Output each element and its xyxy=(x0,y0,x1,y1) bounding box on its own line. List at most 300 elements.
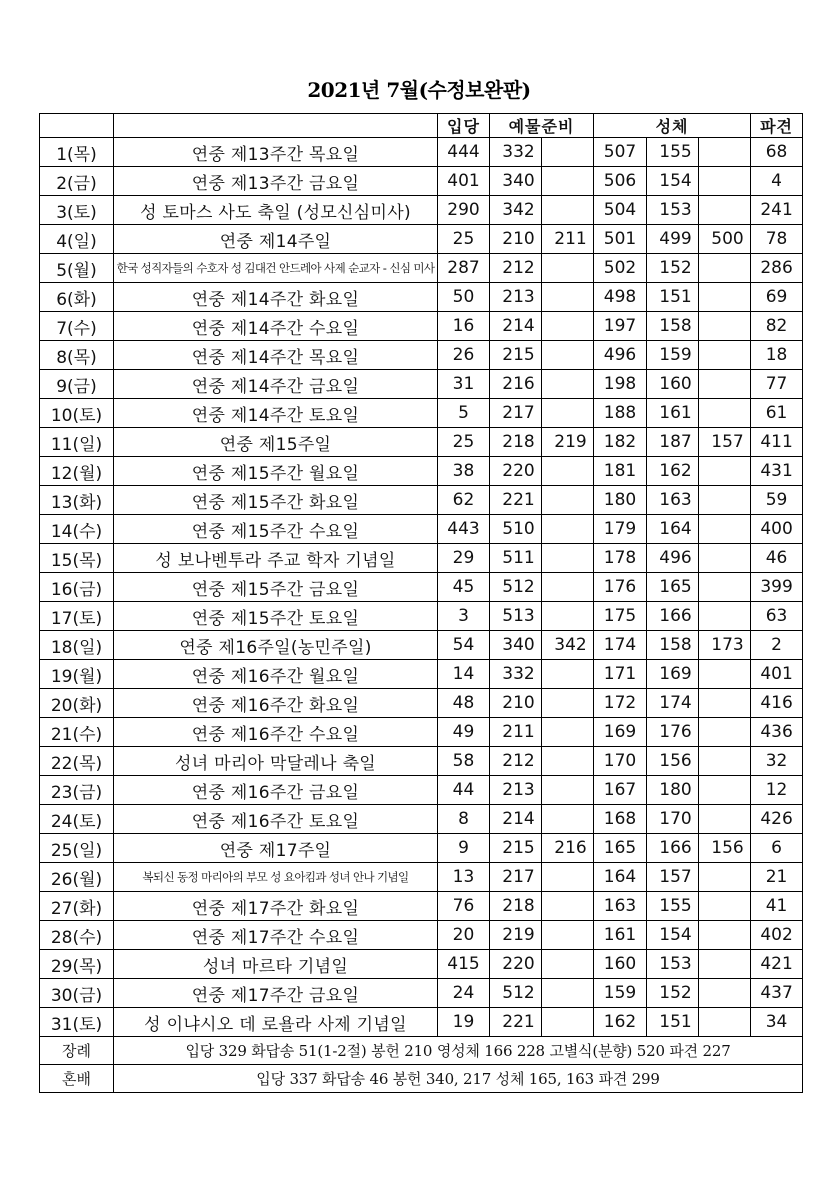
dismissal-hymn-cell: 399 xyxy=(751,573,803,602)
communion-hymn-2-cell: 176 xyxy=(647,718,699,747)
communion-hymn-1-cell: 197 xyxy=(594,312,647,341)
entrance-hymn-cell: 443 xyxy=(438,515,490,544)
communion-hymn-3-cell xyxy=(699,950,751,979)
offertory-hymn-2-cell xyxy=(542,747,594,776)
date-cell: 20(화) xyxy=(40,689,114,718)
entrance-hymn-cell: 287 xyxy=(438,254,490,283)
offertory-hymn-2-cell xyxy=(542,776,594,805)
offertory-hymn-2-cell xyxy=(542,167,594,196)
date-cell: 18(일) xyxy=(40,631,114,660)
offertory-hymn-1-cell: 221 xyxy=(490,486,542,515)
date-cell: 29(목) xyxy=(40,950,114,979)
special-mass-label: 장례 xyxy=(40,1037,114,1065)
dismissal-hymn-cell: 82 xyxy=(751,312,803,341)
liturgy-name-cell: 연중 제15주간 화요일 xyxy=(114,486,438,515)
entrance-hymn-cell: 290 xyxy=(438,196,490,225)
table-row xyxy=(40,631,803,660)
communion-hymn-3-cell xyxy=(699,486,751,515)
date-cell: 27(화) xyxy=(40,892,114,921)
communion-hymn-3-cell xyxy=(699,1008,751,1037)
page-title: 2021년 7월(수정보완판) xyxy=(307,78,531,102)
offertory-hymn-2-cell xyxy=(542,312,594,341)
communion-hymn-1-cell: 161 xyxy=(594,921,647,950)
communion-hymn-3-cell xyxy=(699,283,751,312)
date-cell: 3(토) xyxy=(40,196,114,225)
date-cell: 26(월) xyxy=(40,863,114,892)
table-row xyxy=(40,892,803,921)
table-row xyxy=(40,921,803,950)
dismissal-hymn-cell: 286 xyxy=(751,254,803,283)
communion-hymn-1-cell: 162 xyxy=(594,1008,647,1037)
table-row xyxy=(40,196,803,225)
date-cell: 17(토) xyxy=(40,602,114,631)
communion-hymn-1-cell: 171 xyxy=(594,660,647,689)
communion-hymn-1-cell: 504 xyxy=(594,196,647,225)
date-cell: 4(일) xyxy=(40,225,114,254)
table-row xyxy=(40,602,803,631)
communion-hymn-3-cell: 500 xyxy=(699,225,751,254)
offertory-hymn-2-cell xyxy=(542,399,594,428)
date-cell: 7(수) xyxy=(40,312,114,341)
date-cell: 15(목) xyxy=(40,544,114,573)
table-row xyxy=(40,370,803,399)
communion-hymn-2-cell: 164 xyxy=(647,515,699,544)
communion-hymn-2-cell: 152 xyxy=(647,979,699,1008)
date-cell: 31(토) xyxy=(40,1008,114,1037)
dismissal-hymn-cell: 21 xyxy=(751,863,803,892)
dismissal-hymn-cell: 401 xyxy=(751,660,803,689)
entrance-hymn-cell: 25 xyxy=(438,225,490,254)
offertory-hymn-2-cell xyxy=(542,718,594,747)
dismissal-hymn-cell: 431 xyxy=(751,457,803,486)
header-communion: 성체 xyxy=(594,114,751,138)
communion-hymn-2-cell: 163 xyxy=(647,486,699,515)
date-cell: 24(토) xyxy=(40,805,114,834)
offertory-hymn-1-cell: 210 xyxy=(490,689,542,718)
offertory-hymn-2-cell: 342 xyxy=(542,631,594,660)
offertory-hymn-2-cell: 216 xyxy=(542,834,594,863)
offertory-hymn-2-cell xyxy=(542,602,594,631)
liturgy-name-cell: 연중 제14주간 금요일 xyxy=(114,370,438,399)
entrance-hymn-cell: 16 xyxy=(438,312,490,341)
communion-hymn-1-cell: 178 xyxy=(594,544,647,573)
communion-hymn-2-cell: 161 xyxy=(647,399,699,428)
offertory-hymn-2-cell xyxy=(542,370,594,399)
date-cell: 8(목) xyxy=(40,341,114,370)
offertory-hymn-1-cell: 513 xyxy=(490,602,542,631)
offertory-hymn-1-cell: 221 xyxy=(490,1008,542,1037)
entrance-hymn-cell: 13 xyxy=(438,863,490,892)
entrance-hymn-cell: 45 xyxy=(438,573,490,602)
communion-hymn-1-cell: 163 xyxy=(594,892,647,921)
table-row xyxy=(40,660,803,689)
date-cell: 2(금) xyxy=(40,167,114,196)
offertory-hymn-2-cell xyxy=(542,254,594,283)
dismissal-hymn-cell: 32 xyxy=(751,747,803,776)
dismissal-hymn-cell: 241 xyxy=(751,196,803,225)
communion-hymn-3-cell xyxy=(699,399,751,428)
dismissal-hymn-cell: 400 xyxy=(751,515,803,544)
dismissal-hymn-cell: 411 xyxy=(751,428,803,457)
offertory-hymn-2-cell xyxy=(542,979,594,1008)
entrance-hymn-cell: 25 xyxy=(438,428,490,457)
offertory-hymn-2-cell xyxy=(542,544,594,573)
offertory-hymn-1-cell: 342 xyxy=(490,196,542,225)
communion-hymn-3-cell xyxy=(699,370,751,399)
communion-hymn-2-cell: 180 xyxy=(647,776,699,805)
communion-hymn-3-cell xyxy=(699,341,751,370)
communion-hymn-3-cell xyxy=(699,689,751,718)
communion-hymn-1-cell: 164 xyxy=(594,863,647,892)
offertory-hymn-2-cell xyxy=(542,660,594,689)
offertory-hymn-1-cell: 510 xyxy=(490,515,542,544)
table-row xyxy=(40,776,803,805)
special-mass-hymns: 입당 329 화답송 51(1-2절) 봉헌 210 영성체 166 228 고별식(분향) 520 파견 227 xyxy=(114,1037,803,1065)
communion-hymn-2-cell: 158 xyxy=(647,631,699,660)
communion-hymn-1-cell: 501 xyxy=(594,225,647,254)
date-cell: 22(목) xyxy=(40,747,114,776)
dismissal-hymn-cell: 41 xyxy=(751,892,803,921)
communion-hymn-3-cell xyxy=(699,776,751,805)
communion-hymn-3-cell xyxy=(699,515,751,544)
table-row xyxy=(40,573,803,602)
offertory-hymn-1-cell: 332 xyxy=(490,660,542,689)
date-cell: 10(토) xyxy=(40,399,114,428)
communion-hymn-2-cell: 151 xyxy=(647,283,699,312)
communion-hymn-1-cell: 170 xyxy=(594,747,647,776)
offertory-hymn-1-cell: 218 xyxy=(490,428,542,457)
liturgy-name-cell: 성 이냐시오 데 로욜라 사제 기념일 xyxy=(114,1008,438,1037)
dismissal-hymn-cell: 416 xyxy=(751,689,803,718)
header-entrance: 입당 xyxy=(438,114,490,138)
communion-hymn-3-cell xyxy=(699,167,751,196)
table-row xyxy=(40,544,803,573)
communion-hymn-3-cell xyxy=(699,805,751,834)
communion-hymn-2-cell: 158 xyxy=(647,312,699,341)
offertory-hymn-2-cell xyxy=(542,457,594,486)
dismissal-hymn-cell: 4 xyxy=(751,167,803,196)
table-row xyxy=(40,486,803,515)
table-row xyxy=(40,805,803,834)
offertory-hymn-2-cell xyxy=(542,863,594,892)
communion-hymn-2-cell: 153 xyxy=(647,950,699,979)
communion-hymn-1-cell: 165 xyxy=(594,834,647,863)
liturgy-name-cell: 연중 제13주간 금요일 xyxy=(114,167,438,196)
communion-hymn-1-cell: 168 xyxy=(594,805,647,834)
liturgy-name-cell: 연중 제17주간 금요일 xyxy=(114,979,438,1008)
liturgy-name-cell: 연중 제14주일 xyxy=(114,225,438,254)
table-row xyxy=(40,167,803,196)
date-cell: 13(화) xyxy=(40,486,114,515)
communion-hymn-1-cell: 188 xyxy=(594,399,647,428)
offertory-hymn-2-cell xyxy=(542,486,594,515)
table-row xyxy=(40,399,803,428)
communion-hymn-3-cell xyxy=(699,573,751,602)
communion-hymn-2-cell: 153 xyxy=(647,196,699,225)
entrance-hymn-cell: 58 xyxy=(438,747,490,776)
table-row xyxy=(40,689,803,718)
table-row xyxy=(40,312,803,341)
header-name xyxy=(114,114,438,138)
communion-hymn-2-cell: 496 xyxy=(647,544,699,573)
liturgy-name-cell: 연중 제16주간 화요일 xyxy=(114,689,438,718)
offertory-hymn-1-cell: 216 xyxy=(490,370,542,399)
offertory-hymn-1-cell: 220 xyxy=(490,950,542,979)
liturgy-name-cell: 연중 제14주간 토요일 xyxy=(114,399,438,428)
liturgy-name-cell: 연중 제15주간 월요일 xyxy=(114,457,438,486)
offertory-hymn-1-cell: 217 xyxy=(490,863,542,892)
date-cell: 11(일) xyxy=(40,428,114,457)
table-row xyxy=(40,747,803,776)
communion-hymn-1-cell: 176 xyxy=(594,573,647,602)
liturgy-name-cell: 연중 제17주간 화요일 xyxy=(114,892,438,921)
offertory-hymn-1-cell: 212 xyxy=(490,747,542,776)
liturgy-name-cell: 한국 성직자들의 수호자 성 김대건 안드레아 사제 순교자 - 신심 미사 xyxy=(114,254,438,283)
offertory-hymn-1-cell: 340 xyxy=(490,167,542,196)
entrance-hymn-cell: 26 xyxy=(438,341,490,370)
liturgy-name-cell: 성 보나벤투라 주교 학자 기념일 xyxy=(114,544,438,573)
liturgy-name-cell: 복되신 동정 마리아의 부모 성 요아킴과 성녀 안나 기념일 xyxy=(114,863,438,892)
communion-hymn-3-cell xyxy=(699,979,751,1008)
entrance-hymn-cell: 14 xyxy=(438,660,490,689)
communion-hymn-2-cell: 499 xyxy=(647,225,699,254)
communion-hymn-3-cell: 157 xyxy=(699,428,751,457)
liturgy-name-cell: 연중 제15주간 토요일 xyxy=(114,602,438,631)
offertory-hymn-1-cell: 512 xyxy=(490,573,542,602)
liturgy-name-cell: 연중 제15주간 수요일 xyxy=(114,515,438,544)
communion-hymn-1-cell: 181 xyxy=(594,457,647,486)
offertory-hymn-1-cell: 511 xyxy=(490,544,542,573)
offertory-hymn-1-cell: 213 xyxy=(490,283,542,312)
communion-hymn-1-cell: 182 xyxy=(594,428,647,457)
table-row xyxy=(40,283,803,312)
offertory-hymn-1-cell: 212 xyxy=(490,254,542,283)
communion-hymn-3-cell xyxy=(699,892,751,921)
liturgy-name-cell: 연중 제17주간 수요일 xyxy=(114,921,438,950)
entrance-hymn-cell: 50 xyxy=(438,283,490,312)
offertory-hymn-2-cell xyxy=(542,689,594,718)
liturgy-name-cell: 연중 제14주간 목요일 xyxy=(114,341,438,370)
entrance-hymn-cell: 48 xyxy=(438,689,490,718)
communion-hymn-3-cell: 173 xyxy=(699,631,751,660)
header-row xyxy=(40,114,803,138)
date-cell: 21(수) xyxy=(40,718,114,747)
liturgy-name-cell: 연중 제16주간 토요일 xyxy=(114,805,438,834)
offertory-hymn-2-cell xyxy=(542,283,594,312)
communion-hymn-2-cell: 159 xyxy=(647,341,699,370)
offertory-hymn-2-cell: 211 xyxy=(542,225,594,254)
special-mass-hymns: 입당 337 화답송 46 봉헌 340, 217 성체 165, 163 파견 299 xyxy=(114,1065,803,1093)
date-cell: 14(수) xyxy=(40,515,114,544)
dismissal-hymn-cell: 437 xyxy=(751,979,803,1008)
dismissal-hymn-cell: 77 xyxy=(751,370,803,399)
table-row xyxy=(40,457,803,486)
offertory-hymn-2-cell xyxy=(542,138,594,167)
offertory-hymn-2-cell xyxy=(542,573,594,602)
date-cell: 9(금) xyxy=(40,370,114,399)
communion-hymn-2-cell: 166 xyxy=(647,834,699,863)
table-row xyxy=(40,254,803,283)
communion-hymn-3-cell xyxy=(699,602,751,631)
communion-hymn-3-cell xyxy=(699,544,751,573)
communion-hymn-2-cell: 162 xyxy=(647,457,699,486)
communion-hymn-3-cell xyxy=(699,747,751,776)
dismissal-hymn-cell: 69 xyxy=(751,283,803,312)
offertory-hymn-1-cell: 211 xyxy=(490,718,542,747)
table-row xyxy=(40,515,803,544)
communion-hymn-3-cell xyxy=(699,921,751,950)
header-dismissal: 파견 xyxy=(751,114,803,138)
header-date xyxy=(40,114,114,138)
liturgy-name-cell: 연중 제16주간 금요일 xyxy=(114,776,438,805)
offertory-hymn-2-cell xyxy=(542,515,594,544)
communion-hymn-2-cell: 155 xyxy=(647,892,699,921)
offertory-hymn-1-cell: 218 xyxy=(490,892,542,921)
liturgy-name-cell: 성 토마스 사도 축일 (성모신심미사) xyxy=(114,196,438,225)
entrance-hymn-cell: 44 xyxy=(438,776,490,805)
communion-hymn-1-cell: 159 xyxy=(594,979,647,1008)
communion-hymn-3-cell xyxy=(699,312,751,341)
communion-hymn-1-cell: 172 xyxy=(594,689,647,718)
dismissal-hymn-cell: 436 xyxy=(751,718,803,747)
date-cell: 12(월) xyxy=(40,457,114,486)
table-row xyxy=(40,979,803,1008)
liturgy-name-cell: 연중 제17주일 xyxy=(114,834,438,863)
liturgy-name-cell: 성녀 마리아 막달레나 축일 xyxy=(114,747,438,776)
table-row xyxy=(40,138,803,167)
communion-hymn-2-cell: 170 xyxy=(647,805,699,834)
communion-hymn-1-cell: 179 xyxy=(594,515,647,544)
date-cell: 1(목) xyxy=(40,138,114,167)
entrance-hymn-cell: 415 xyxy=(438,950,490,979)
communion-hymn-3-cell xyxy=(699,254,751,283)
communion-hymn-2-cell: 156 xyxy=(647,747,699,776)
dismissal-hymn-cell: 426 xyxy=(751,805,803,834)
offertory-hymn-1-cell: 215 xyxy=(490,341,542,370)
entrance-hymn-cell: 49 xyxy=(438,718,490,747)
offertory-hymn-2-cell xyxy=(542,921,594,950)
communion-hymn-1-cell: 174 xyxy=(594,631,647,660)
communion-hymn-2-cell: 187 xyxy=(647,428,699,457)
table-row xyxy=(40,428,803,457)
liturgy-name-cell: 연중 제14주간 화요일 xyxy=(114,283,438,312)
date-cell: 5(월) xyxy=(40,254,114,283)
dismissal-hymn-cell: 34 xyxy=(751,1008,803,1037)
communion-hymn-1-cell: 502 xyxy=(594,254,647,283)
offertory-hymn-1-cell: 332 xyxy=(490,138,542,167)
liturgy-name-cell: 연중 제16주일(농민주일) xyxy=(114,631,438,660)
communion-hymn-3-cell xyxy=(699,138,751,167)
entrance-hymn-cell: 38 xyxy=(438,457,490,486)
liturgy-name-cell: 연중 제15주일 xyxy=(114,428,438,457)
liturgy-name-cell: 연중 제15주간 금요일 xyxy=(114,573,438,602)
hymn-schedule-table xyxy=(39,113,803,1093)
communion-hymn-3-cell xyxy=(699,863,751,892)
communion-hymn-2-cell: 166 xyxy=(647,602,699,631)
communion-hymn-1-cell: 169 xyxy=(594,718,647,747)
communion-hymn-3-cell: 156 xyxy=(699,834,751,863)
date-cell: 23(금) xyxy=(40,776,114,805)
communion-hymn-1-cell: 198 xyxy=(594,370,647,399)
offertory-hymn-1-cell: 512 xyxy=(490,979,542,1008)
dismissal-hymn-cell: 6 xyxy=(751,834,803,863)
communion-hymn-2-cell: 157 xyxy=(647,863,699,892)
communion-hymn-1-cell: 160 xyxy=(594,950,647,979)
dismissal-hymn-cell: 63 xyxy=(751,602,803,631)
offertory-hymn-2-cell xyxy=(542,1008,594,1037)
communion-hymn-2-cell: 154 xyxy=(647,167,699,196)
communion-hymn-1-cell: 496 xyxy=(594,341,647,370)
date-cell: 25(일) xyxy=(40,834,114,863)
header-offertory: 예물준비 xyxy=(490,114,594,138)
liturgy-name-cell: 성녀 마르타 기념일 xyxy=(114,950,438,979)
offertory-hymn-1-cell: 220 xyxy=(490,457,542,486)
dismissal-hymn-cell: 18 xyxy=(751,341,803,370)
liturgy-name-cell: 연중 제16주간 월요일 xyxy=(114,660,438,689)
table-row xyxy=(40,863,803,892)
special-mass-label: 혼배 xyxy=(40,1065,114,1093)
offertory-hymn-1-cell: 214 xyxy=(490,312,542,341)
entrance-hymn-cell: 31 xyxy=(438,370,490,399)
communion-hymn-3-cell xyxy=(699,457,751,486)
communion-hymn-2-cell: 165 xyxy=(647,573,699,602)
communion-hymn-1-cell: 180 xyxy=(594,486,647,515)
entrance-hymn-cell: 24 xyxy=(438,979,490,1008)
date-cell: 19(월) xyxy=(40,660,114,689)
dismissal-hymn-cell: 78 xyxy=(751,225,803,254)
communion-hymn-2-cell: 152 xyxy=(647,254,699,283)
liturgy-name-cell: 연중 제13주간 목요일 xyxy=(114,138,438,167)
communion-hymn-1-cell: 507 xyxy=(594,138,647,167)
dismissal-hymn-cell: 68 xyxy=(751,138,803,167)
entrance-hymn-cell: 3 xyxy=(438,602,490,631)
communion-hymn-2-cell: 169 xyxy=(647,660,699,689)
table-row xyxy=(40,341,803,370)
dismissal-hymn-cell: 421 xyxy=(751,950,803,979)
communion-hymn-1-cell: 506 xyxy=(594,167,647,196)
entrance-hymn-cell: 54 xyxy=(438,631,490,660)
date-cell: 30(금) xyxy=(40,979,114,1008)
entrance-hymn-cell: 20 xyxy=(438,921,490,950)
liturgy-name-cell: 연중 제16주간 수요일 xyxy=(114,718,438,747)
table-row xyxy=(40,1008,803,1037)
dismissal-hymn-cell: 2 xyxy=(751,631,803,660)
communion-hymn-3-cell xyxy=(699,718,751,747)
dismissal-hymn-cell: 61 xyxy=(751,399,803,428)
table-row xyxy=(40,950,803,979)
offertory-hymn-1-cell: 340 xyxy=(490,631,542,660)
entrance-hymn-cell: 62 xyxy=(438,486,490,515)
communion-hymn-2-cell: 155 xyxy=(647,138,699,167)
dismissal-hymn-cell: 402 xyxy=(751,921,803,950)
special-mass-row xyxy=(40,1037,803,1065)
offertory-hymn-1-cell: 219 xyxy=(490,921,542,950)
communion-hymn-2-cell: 154 xyxy=(647,921,699,950)
entrance-hymn-cell: 9 xyxy=(438,834,490,863)
communion-hymn-3-cell xyxy=(699,196,751,225)
offertory-hymn-1-cell: 213 xyxy=(490,776,542,805)
communion-hymn-2-cell: 174 xyxy=(647,689,699,718)
date-cell: 16(금) xyxy=(40,573,114,602)
entrance-hymn-cell: 19 xyxy=(438,1008,490,1037)
entrance-hymn-cell: 401 xyxy=(438,167,490,196)
table-row xyxy=(40,718,803,747)
dismissal-hymn-cell: 12 xyxy=(751,776,803,805)
offertory-hymn-2-cell xyxy=(542,196,594,225)
communion-hymn-3-cell xyxy=(699,660,751,689)
offertory-hymn-2-cell xyxy=(542,950,594,979)
entrance-hymn-cell: 29 xyxy=(438,544,490,573)
